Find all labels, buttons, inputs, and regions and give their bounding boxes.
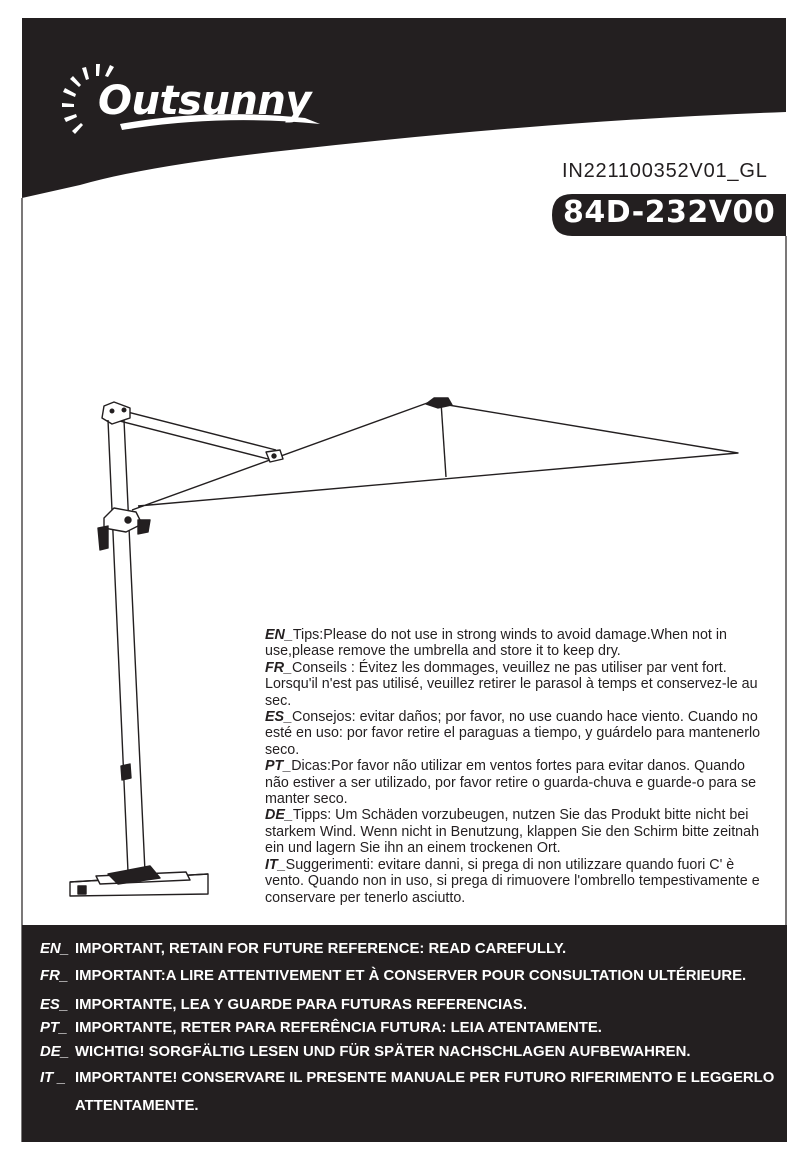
important-it: [40, 1064, 787, 1120]
important-text: IMPORTANTE, LEA Y GUARDE PARA FUTURAS REFERENCIAS.: [75, 996, 527, 1013]
language-code: DE_: [265, 807, 293, 824]
language-code: ES_: [265, 709, 293, 726]
important-es: [40, 994, 787, 1018]
important-de: [40, 1041, 787, 1065]
important-pt: [40, 1017, 787, 1041]
language-code: FR_: [40, 967, 69, 984]
important-text: IMPORTANTE! CONSERVARE IL PRESENTE MANUALE PER FUTURO RIFERIMENTO E LEGGERLO ATTENTAMENTE.: [75, 1070, 775, 1114]
language-code: IT_: [265, 856, 286, 873]
tip-text: Conseils : Évitez les dommages, veuillez ne pas utiliser par vent fort. Lorsqu'il n'est pas utilisé, veuillez retirer le parasol à temps et conservez-le au sec.: [265, 659, 758, 709]
language-code: ES_: [40, 996, 69, 1013]
important-text: IMPORTANTE, RETER PARA REFERÊNCIA FUTURA: LEIA ATENTAMENTE.: [75, 1020, 602, 1036]
language-code: EN_: [40, 941, 69, 957]
important-en: [40, 938, 787, 962]
important-fr: [40, 962, 787, 990]
language-code: FR_: [265, 659, 293, 676]
brand-logo: Outsunny: [98, 78, 311, 124]
tip-text: Suggerimenti: evitare danni, si prega di non utilizzare quando fuori C' è vento. Quando non in uso, si prega di rimuovere l'ombrello tempestivamente e conservare per tenerlo asciutto.: [265, 856, 760, 906]
language-code: PT_: [265, 758, 292, 775]
tip-text: Dicas:Por favor não utilizar em ventos fortes para evitar danos. Quando não estiver a ser utilizado, por favor retire o guarda-chuva e guarde-o para se manter seco.: [265, 758, 757, 808]
tip-pt: [265, 758, 765, 807]
model-number: 84D-232V00: [563, 195, 776, 230]
tip-es: [265, 709, 765, 758]
tip-it: [265, 857, 765, 906]
language-code: PT_: [40, 1020, 68, 1036]
important-list: [22, 925, 787, 1120]
tip-fr: [265, 660, 765, 709]
umbrella-arm: [108, 408, 276, 460]
important-text: WICHTIG! SORGFÄLTIG LESEN UND FÜR SPÄTER NACHSCHLAGEN AUFBEWAHREN.: [75, 1043, 691, 1060]
important-text: IMPORTANT, RETAIN FOR FUTURE REFERENCE: READ CAREFULLY.: [75, 941, 567, 957]
tip-text: Tips:Please do not use in strong winds to avoid damage.When not in use,please remove the umbrella and store it to keep dry.: [265, 627, 728, 660]
umbrella-pole: [108, 420, 145, 872]
crank-housing: [104, 508, 142, 532]
document-code: IN221100352V01_GL: [562, 160, 768, 182]
important-text: IMPORTANT:A LIRE ATTENTIVEMENT ET À CONSERVER POUR CONSULTATION ULTÉRIEURE.: [75, 967, 747, 984]
important-notice: [22, 925, 787, 1142]
tip-text: Tipps: Um Schäden vorzubeugen, nutzen Sie das Produkt bitte nicht bei starkem Wind. Wenn nicht in Benutzung, klappen Sie den Schirm bitte zeitnah ein und lagern Sie ihn an einem trockenen Ort.: [265, 807, 760, 857]
language-code: IT _: [40, 1070, 66, 1086]
tip-de: [265, 807, 765, 856]
tips-section: [265, 627, 765, 906]
canopy: [132, 402, 738, 510]
tip-en: [265, 627, 765, 660]
language-code: EN_: [265, 627, 293, 643]
tip-text: Consejos: evitar daños; por favor, no use cuando hace viento. Cuando no esté en uso: por favor retire el paraguas a tiempo, y guárdelo para mantenerlo seco.: [265, 709, 761, 758]
language-code: DE_: [40, 1043, 69, 1060]
